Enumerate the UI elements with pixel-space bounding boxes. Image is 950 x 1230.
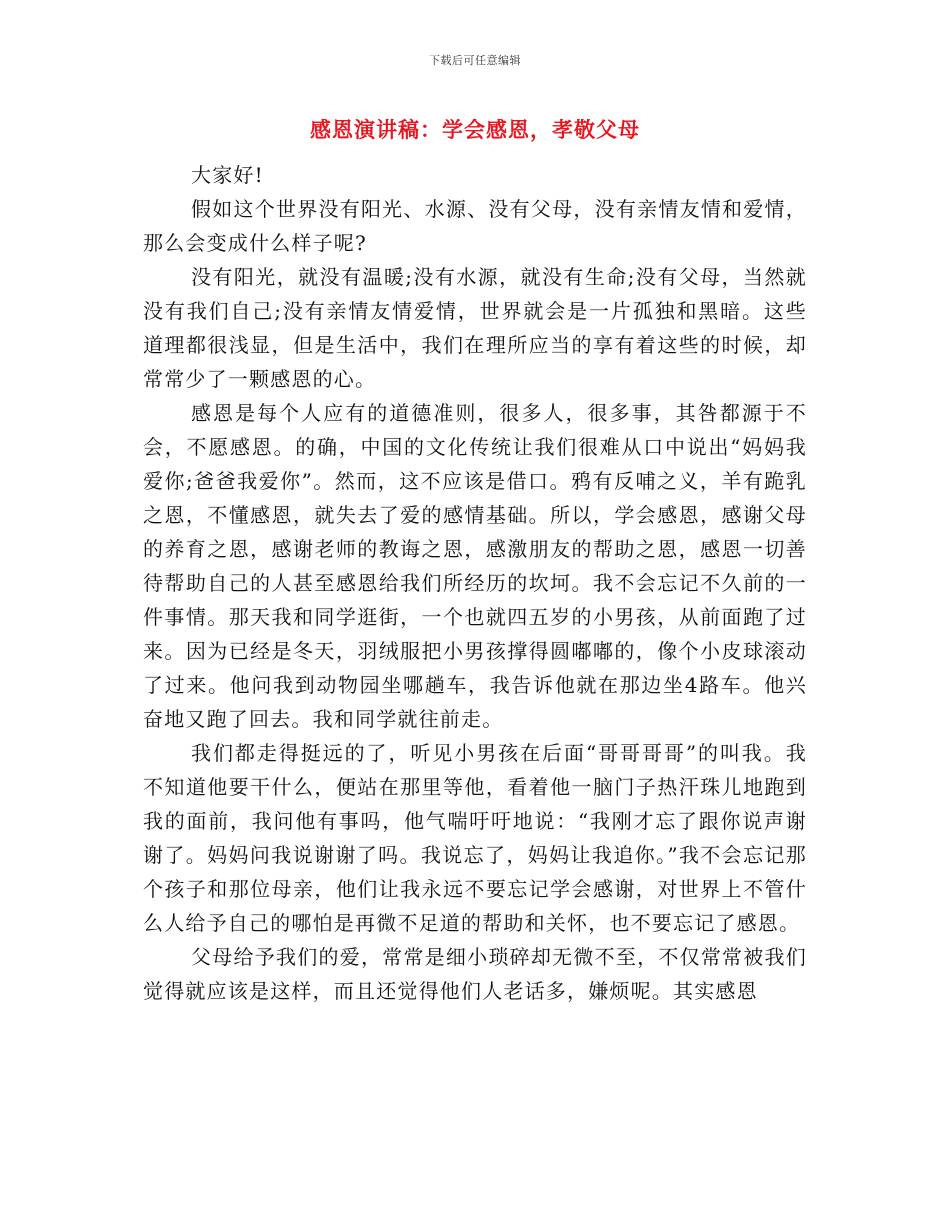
paragraph: 我们都走得挺远的了，听见小男孩在后面“哥哥哥哥”的叫我。我不知道他要干什么，便站在那里等他，看着他一脑门子热汗珠儿地跑到我的面前，我问他有事吗，他气喘吁吁地说：“我刚才忘了跟你说声谢谢了。妈妈问我说谢谢了吗。我说忘了，妈妈让我追你。”我不会忘记那个孩子和那位母亲，他们让我永远不要忘记学会感谢，对世界上不管什么人给予自己的哪怕是再微不足道的帮助和关怀，也不要忘记了感恩。: [143, 741, 807, 935]
paragraph: 没有阳光，就没有温暖;没有水源，就没有生命;没有父母，当然就没有我们自己;没有亲情友情爱情，世界就会是一片孤独和黑暗。这些道理都很浅显，但是生活中，我们在理所应当的享有着这些的时候，却常常少了一颗感恩的心。: [143, 265, 807, 391]
body-text: [143, 158, 807, 1008]
paragraph: 假如这个世界没有阳光、水源、没有父母，没有亲情友情和爱情，那么会变成什么样子呢?: [143, 197, 807, 255]
header-note: 下载后可任意编辑: [429, 54, 521, 67]
page-title: 感恩演讲稿：学会感恩，孝敬父母: [310, 117, 640, 142]
paragraph-greeting: 大家好!: [191, 163, 264, 187]
paragraph: 感恩是每个人应有的道德准则，很多人，很多事，其咎都源于不会，不愿感恩。的确，中国的文化传统让我们很难从口中说出“妈妈我爱你;爸爸我爱你”。然而，这不应该是借口。鸦有反哺之义，羊有跪乳之恩，不懂感恩，就失去了爱的感情基础。所以，学会感恩，感谢父母的养育之恩，感谢老师的教诲之恩，感激朋友的帮助之恩，感恩一切善待帮助自己的人甚至感恩给我们所经历的坎坷。我不会忘记不久前的一件事情。那天我和同学逛街，一个也就四五岁的小男孩，从前面跑了过来。因为已经是冬天，羽绒服把小男孩撑得圆嘟嘟的，像个小皮球滚动了过来。他问我到动物园坐哪趟车，我告诉他就在那边坐4路车。他兴奋地又跑了回去。我和同学就往前走。: [143, 401, 807, 731]
paragraph: 父母给予我们的爱，常常是细小琐碎却无微不至，不仅常常被我们觉得就应该是这样，而且还觉得他们人老话多，嫌烦呢。其实感恩: [143, 945, 807, 1003]
